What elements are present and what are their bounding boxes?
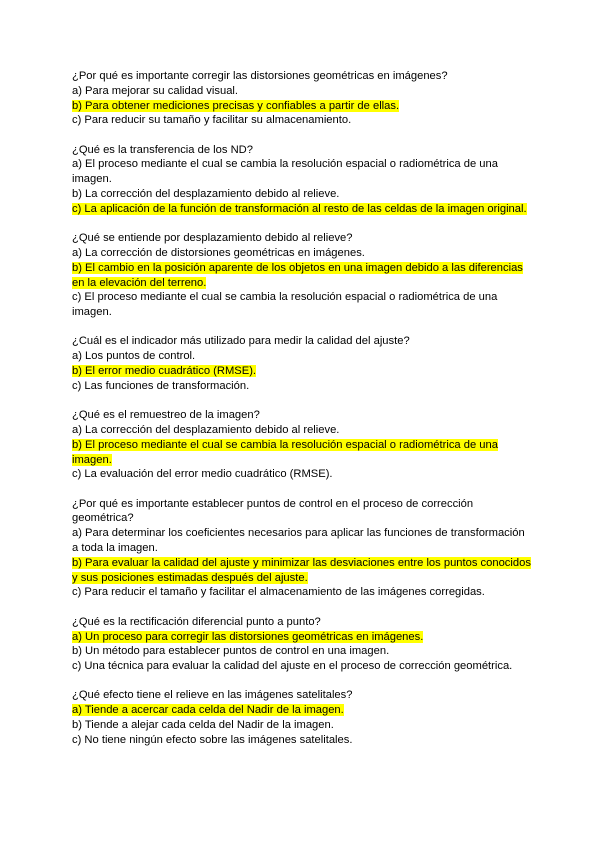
- answer-b-correct-cont: [72, 453, 542, 468]
- answer-c: c) Para reducir su tamaño y facilitar su almacenamiento.: [72, 114, 352, 127]
- answer-b: b) La corrección del desplazamiento debido al relieve.: [72, 188, 340, 201]
- answer-b-correct: [72, 556, 542, 571]
- answer-c: c) Las funciones de transformación.: [72, 379, 250, 392]
- question-block-6: [72, 497, 542, 601]
- answer-c: c) No tiene ningún efecto sobre las imágenes satelitales.: [72, 733, 353, 746]
- highlight: b) Para obtener mediciones precisas y confiables a partir de ellas.: [72, 99, 400, 112]
- question-text: ¿Por qué es importante establecer puntos de control en el proceso de corrección: [72, 497, 474, 510]
- highlight: en la elevación del terreno.: [72, 276, 207, 289]
- question-text: ¿Qué es el remuestreo de la imagen?: [72, 409, 260, 422]
- question-text: ¿Qué es la transferencia de los ND?: [72, 143, 253, 156]
- question-text: ¿Qué es la rectificación diferencial punto a punto?: [72, 615, 321, 628]
- answer-a: a) El proceso mediante el cual se cambia la resolución espacial o radiométrica de una: [72, 158, 498, 171]
- highlight: b) El error medio cuadrático (RMSE).: [72, 365, 257, 378]
- answer-a: a) Para mejorar su calidad visual.: [72, 84, 239, 97]
- answer-a: a) Para determinar los coeficientes necesarios para aplicar las funciones de transformación: [72, 527, 525, 540]
- question-block-3: [72, 231, 542, 320]
- question-block-7: [72, 615, 542, 674]
- answer-c: c) Una técnica para evaluar la calidad del ajuste en el proceso de corrección geométrica.: [72, 660, 513, 673]
- question-text: ¿Por qué es importante corregir las distorsiones geométricas en imágenes?: [72, 70, 448, 82]
- answer-b-correct-cont: [72, 571, 542, 586]
- question-text-cont: geométrica?: [72, 512, 134, 525]
- highlight: b) Para evaluar la calidad del ajuste y minimizar las desviaciones entre los puntos conocidos: [72, 556, 531, 569]
- answer-b: b) Un método para establecer puntos de control en una imagen.: [72, 645, 390, 658]
- answer-a: a) La corrección de distorsiones geométricas en imágenes.: [72, 246, 365, 259]
- highlight: c) La aplicación de la función de transformación al resto de las celdas de la imagen original.: [72, 202, 527, 215]
- answer-b-correct-cont: [72, 276, 542, 291]
- answer-c-cont: imagen.: [72, 306, 112, 319]
- answer-a: a) Los puntos de control.: [72, 350, 196, 363]
- answer-b-correct: [72, 99, 542, 114]
- question-block-8: [72, 688, 542, 747]
- question-text: ¿Qué efecto tiene el relieve en las imágenes satelitales?: [72, 689, 353, 702]
- highlight: y sus posiciones estimadas después del ajuste.: [72, 571, 308, 584]
- answer-c: c) El proceso mediante el cual se cambia la resolución espacial o radiométrica de una: [72, 291, 498, 304]
- highlight: a) Un proceso para corregir las distorsiones geométricas en imágenes.: [72, 630, 424, 643]
- answer-b-correct: [72, 438, 542, 453]
- question-block-2: [72, 143, 542, 217]
- answer-a-correct: [72, 630, 542, 645]
- answer-a: a) La corrección del desplazamiento debido al relieve.: [72, 423, 340, 436]
- question-text: ¿Qué se entiende por desplazamiento debido al relieve?: [72, 232, 353, 245]
- answer-b-correct: [72, 364, 542, 379]
- highlight: a) Tiende a acercar cada celda del Nadir de la imagen.: [72, 704, 344, 717]
- answer-b: b) Tiende a alejar cada celda del Nadir de la imagen.: [72, 718, 334, 731]
- highlight: imagen.: [72, 453, 112, 466]
- answer-a-cont: a toda la imagen.: [72, 542, 158, 555]
- question-text: ¿Cuál es el indicador más utilizado para medir la calidad del ajuste?: [72, 335, 410, 348]
- question-block-4: [72, 334, 542, 393]
- document-page: [72, 69, 542, 762]
- answer-b-correct: [72, 261, 542, 276]
- question-block-1: [72, 69, 542, 128]
- highlight: b) El cambio en la posición aparente de los objetos en una imagen debido a las diferencias: [72, 261, 523, 274]
- answer-c: c) Para reducir el tamaño y facilitar el almacenamiento de las imágenes corregidas.: [72, 586, 485, 599]
- answer-c: c) La evaluación del error medio cuadrático (RMSE).: [72, 468, 333, 481]
- answer-a-cont: imagen.: [72, 173, 112, 186]
- answer-c-correct: [72, 202, 542, 217]
- answer-a-correct: [72, 703, 542, 718]
- highlight: b) El proceso mediante el cual se cambia la resolución espacial o radiométrica de una: [72, 438, 498, 451]
- question-block-5: [72, 408, 542, 482]
